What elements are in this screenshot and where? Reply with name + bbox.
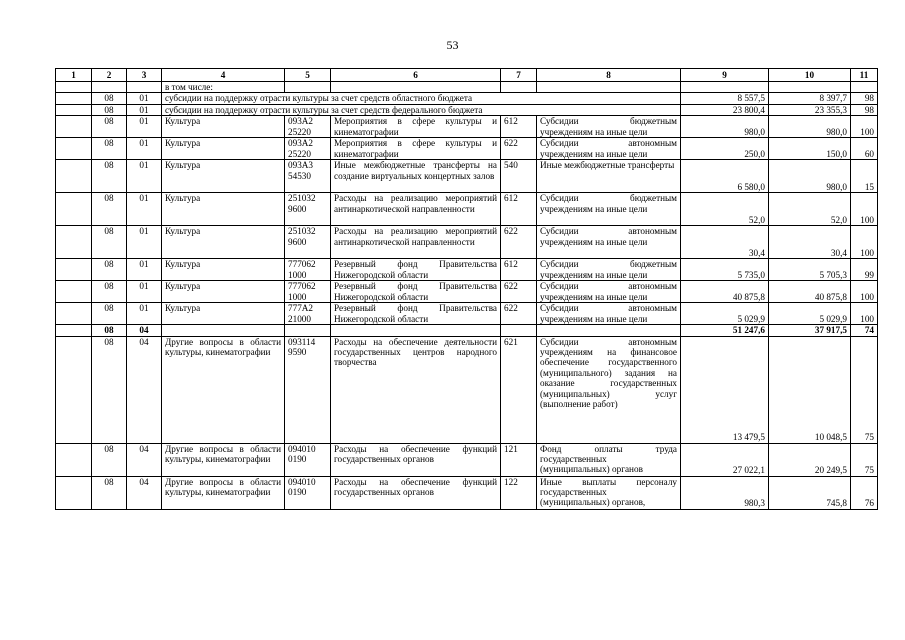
cell-actual: 37 917,5 <box>769 325 851 336</box>
cell-subsection-code <box>127 82 162 93</box>
cell-target-name: Мероприятия в сфере культуры и кинематографии <box>331 116 501 138</box>
cell-percent: 60 <box>851 138 878 160</box>
cell-expense-code <box>501 325 537 336</box>
cell-percent: 100 <box>851 193 878 226</box>
cell-section <box>56 93 92 104</box>
cell-target-name: Расходы на реализацию мероприятий антинаркотической направленности <box>331 193 501 226</box>
cell-actual: 23 355,3 <box>769 104 851 115</box>
cell-expense-name: Субсидии бюджетным учреждениям на иные цели <box>537 259 681 281</box>
cell-name: Культура <box>162 281 285 303</box>
cell-section <box>56 325 92 336</box>
cell-actual: 980,0 <box>769 116 851 138</box>
cell-target-name: Расходы на обеспечение функций государственных органов <box>331 476 501 509</box>
cell-name: Культура <box>162 303 285 325</box>
cell-target-code <box>285 325 331 336</box>
cell-subsection-code: 01 <box>127 138 162 160</box>
cell-expense-code: 540 <box>501 160 537 193</box>
cell-section-code: 08 <box>92 281 127 303</box>
cell-target-code: 094010 0190 <box>285 476 331 509</box>
cell-section-code: 08 <box>92 226 127 259</box>
cell-target-name: Расходы на реализацию мероприятий антинаркотической направленности <box>331 226 501 259</box>
cell-name: Культура <box>162 193 285 226</box>
cell-name: Культура <box>162 226 285 259</box>
cell-percent: 98 <box>851 104 878 115</box>
cell-plan: 51 247,6 <box>681 325 769 336</box>
cell-actual <box>769 82 851 93</box>
cell-target-code: 094010 0190 <box>285 443 331 476</box>
cell-section <box>56 476 92 509</box>
cell-target-name: Расходы на обеспечение деятельности государственных центров народного творчества <box>331 336 501 443</box>
cell-subsection-code: 01 <box>127 93 162 104</box>
cell-actual: 745,8 <box>769 476 851 509</box>
cell-expense-code: 121 <box>501 443 537 476</box>
cell-section-code: 08 <box>92 325 127 336</box>
cell-section <box>56 82 92 93</box>
cell-target-code: 777062 1000 <box>285 259 331 281</box>
cell-percent: 15 <box>851 160 878 193</box>
table-row <box>56 104 878 115</box>
cell-expense-name: Субсидии автономным учреждениям на иные цели <box>537 226 681 259</box>
cell-subsection-code: 01 <box>127 193 162 226</box>
cell-section-code: 08 <box>92 93 127 104</box>
cell-subsidy-description: субсидии на поддержку отрасти культуры за счет средств областного бюджета <box>162 93 681 104</box>
column-header: 6 <box>331 69 501 82</box>
cell-section-code <box>92 82 127 93</box>
cell-subsidy-description: субсидии на поддержку отрасти культуры за счет средств федерального бюджета <box>162 104 681 115</box>
cell-subsection-code: 04 <box>127 443 162 476</box>
column-header: 3 <box>127 69 162 82</box>
cell-section-code: 08 <box>92 104 127 115</box>
budget-table <box>55 68 878 510</box>
table-row <box>56 336 878 443</box>
cell-plan: 8 557,5 <box>681 93 769 104</box>
cell-section-code: 08 <box>92 116 127 138</box>
cell-target-code <box>285 82 331 93</box>
header-row <box>56 69 878 82</box>
table-row <box>56 138 878 160</box>
cell-target-code: 777А2 21000 <box>285 303 331 325</box>
cell-plan: 250,0 <box>681 138 769 160</box>
cell-name: Культура <box>162 160 285 193</box>
table-row <box>56 476 878 509</box>
cell-name: Другие вопросы в области культуры, кинематографии <box>162 336 285 443</box>
cell-section-code: 08 <box>92 303 127 325</box>
cell-expense-code: 612 <box>501 193 537 226</box>
column-header: 8 <box>537 69 681 82</box>
cell-percent: 75 <box>851 443 878 476</box>
cell-section <box>56 116 92 138</box>
cell-section <box>56 160 92 193</box>
cell-expense-name: Фонд оплаты труда государственных (муниципальных) органов <box>537 443 681 476</box>
cell-expense-name: Субсидии автономным учреждениям на иные цели <box>537 281 681 303</box>
cell-section <box>56 443 92 476</box>
column-header: 4 <box>162 69 285 82</box>
cell-actual: 5 705,3 <box>769 259 851 281</box>
cell-name <box>162 325 285 336</box>
cell-subsection-code: 04 <box>127 336 162 443</box>
cell-percent: 76 <box>851 476 878 509</box>
cell-plan: 980,3 <box>681 476 769 509</box>
cell-target-code: 251032 9600 <box>285 226 331 259</box>
cell-section-code: 08 <box>92 138 127 160</box>
cell-percent: 100 <box>851 226 878 259</box>
cell-actual: 20 249,5 <box>769 443 851 476</box>
cell-plan: 30,4 <box>681 226 769 259</box>
cell-plan: 5 029,9 <box>681 303 769 325</box>
cell-plan: 23 800,4 <box>681 104 769 115</box>
cell-section <box>56 281 92 303</box>
cell-target-name <box>331 82 501 93</box>
table-row <box>56 116 878 138</box>
cell-plan: 52,0 <box>681 193 769 226</box>
cell-target-code: 777062 1000 <box>285 281 331 303</box>
cell-section <box>56 336 92 443</box>
cell-target-code: 093А3 54530 <box>285 160 331 193</box>
cell-subsection-code: 01 <box>127 160 162 193</box>
cell-actual: 5 029,9 <box>769 303 851 325</box>
cell-subsection-code: 01 <box>127 104 162 115</box>
cell-section <box>56 226 92 259</box>
table-row <box>56 226 878 259</box>
cell-section <box>56 259 92 281</box>
column-header: 2 <box>92 69 127 82</box>
cell-actual: 10 048,5 <box>769 336 851 443</box>
cell-percent: 98 <box>851 93 878 104</box>
cell-section-code: 08 <box>92 443 127 476</box>
cell-section <box>56 303 92 325</box>
cell-actual: 30,4 <box>769 226 851 259</box>
table-row <box>56 303 878 325</box>
column-header: 10 <box>769 69 851 82</box>
cell-subsection-code: 01 <box>127 116 162 138</box>
cell-name: Другие вопросы в области культуры, кинематографии <box>162 476 285 509</box>
cell-target-name: Резервный фонд Правительства Нижегородской области <box>331 281 501 303</box>
cell-expense-code: 612 <box>501 116 537 138</box>
column-header: 7 <box>501 69 537 82</box>
cell-name: Культура <box>162 138 285 160</box>
cell-section <box>56 104 92 115</box>
table-row <box>56 160 878 193</box>
cell-target-code: 093А2 25220 <box>285 138 331 160</box>
cell-plan: 27 022,1 <box>681 443 769 476</box>
cell-expense-name: Субсидии бюджетным учреждениям на иные цели <box>537 193 681 226</box>
cell-plan: 6 580,0 <box>681 160 769 193</box>
cell-section <box>56 193 92 226</box>
cell-subsection-code: 04 <box>127 325 162 336</box>
cell-expense-name: Субсидии автономным учреждениям на иные цели <box>537 138 681 160</box>
subtotal-row <box>56 325 878 336</box>
cell-plan: 980,0 <box>681 116 769 138</box>
cell-subsection-code: 01 <box>127 259 162 281</box>
cell-expense-name: Субсидии автономным учреждениям на иные цели <box>537 303 681 325</box>
table-row <box>56 443 878 476</box>
table-row <box>56 93 878 104</box>
cell-plan <box>681 82 769 93</box>
cell-target-code: 251032 9600 <box>285 193 331 226</box>
cell-percent: 100 <box>851 116 878 138</box>
cell-actual: 40 875,8 <box>769 281 851 303</box>
cell-target-name: Резервный фонд Правительства Нижегородской области <box>331 259 501 281</box>
table-row <box>56 82 878 93</box>
cell-expense-code: 622 <box>501 303 537 325</box>
cell-target-code: 093114 9590 <box>285 336 331 443</box>
cell-section <box>56 138 92 160</box>
cell-expense-code: 622 <box>501 138 537 160</box>
cell-subsection-code: 04 <box>127 476 162 509</box>
cell-name: в том числе: <box>162 82 285 93</box>
cell-expense-name: Иные выплаты персоналу государственных (муниципальных) органов, <box>537 476 681 509</box>
cell-target-name <box>331 325 501 336</box>
cell-name: Культура <box>162 116 285 138</box>
cell-section-code: 08 <box>92 336 127 443</box>
cell-plan: 5 735,0 <box>681 259 769 281</box>
cell-target-name: Иные межбюджетные трансферты на создание виртуальных концертных залов <box>331 160 501 193</box>
cell-target-name: Расходы на обеспечение функций государственных органов <box>331 443 501 476</box>
cell-expense-code: 622 <box>501 226 537 259</box>
cell-expense-code: 122 <box>501 476 537 509</box>
cell-actual: 52,0 <box>769 193 851 226</box>
cell-percent: 75 <box>851 336 878 443</box>
cell-expense-name: Иные межбюджетные трансферты <box>537 160 681 193</box>
cell-actual: 8 397,7 <box>769 93 851 104</box>
column-header: 1 <box>56 69 92 82</box>
column-header: 11 <box>851 69 878 82</box>
cell-expense-code <box>501 82 537 93</box>
cell-target-code: 093А2 25220 <box>285 116 331 138</box>
cell-actual: 980,0 <box>769 160 851 193</box>
column-header: 9 <box>681 69 769 82</box>
cell-subsection-code: 01 <box>127 226 162 259</box>
cell-subsection-code: 01 <box>127 303 162 325</box>
table-row <box>56 193 878 226</box>
cell-percent: 74 <box>851 325 878 336</box>
cell-expense-name <box>537 325 681 336</box>
cell-section-code: 08 <box>92 193 127 226</box>
cell-expense-code: 622 <box>501 281 537 303</box>
cell-plan: 40 875,8 <box>681 281 769 303</box>
cell-expense-name <box>537 82 681 93</box>
cell-expense-code: 612 <box>501 259 537 281</box>
table-row <box>56 281 878 303</box>
cell-percent: 100 <box>851 281 878 303</box>
cell-percent <box>851 82 878 93</box>
page-number: 53 <box>446 38 459 52</box>
cell-section-code: 08 <box>92 160 127 193</box>
cell-name: Культура <box>162 259 285 281</box>
cell-expense-name: Субсидии автономным учреждениям на финансовое обеспечение государственного (муниципального) задания на оказание государственных (муниципальных) услуг (выполнение работ) <box>537 336 681 443</box>
cell-section-code: 08 <box>92 259 127 281</box>
column-header: 5 <box>285 69 331 82</box>
cell-target-name: Мероприятия в сфере культуры и кинематографии <box>331 138 501 160</box>
cell-name: Другие вопросы в области культуры, кинематографии <box>162 443 285 476</box>
table-row <box>56 259 878 281</box>
cell-actual: 150,0 <box>769 138 851 160</box>
cell-section-code: 08 <box>92 476 127 509</box>
cell-subsection-code: 01 <box>127 281 162 303</box>
cell-percent: 100 <box>851 303 878 325</box>
cell-target-name: Резервный фонд Правительства Нижегородской области <box>331 303 501 325</box>
cell-plan: 13 479,5 <box>681 336 769 443</box>
cell-expense-name: Субсидии бюджетным учреждениям на иные цели <box>537 116 681 138</box>
cell-expense-code: 621 <box>501 336 537 443</box>
cell-percent: 99 <box>851 259 878 281</box>
